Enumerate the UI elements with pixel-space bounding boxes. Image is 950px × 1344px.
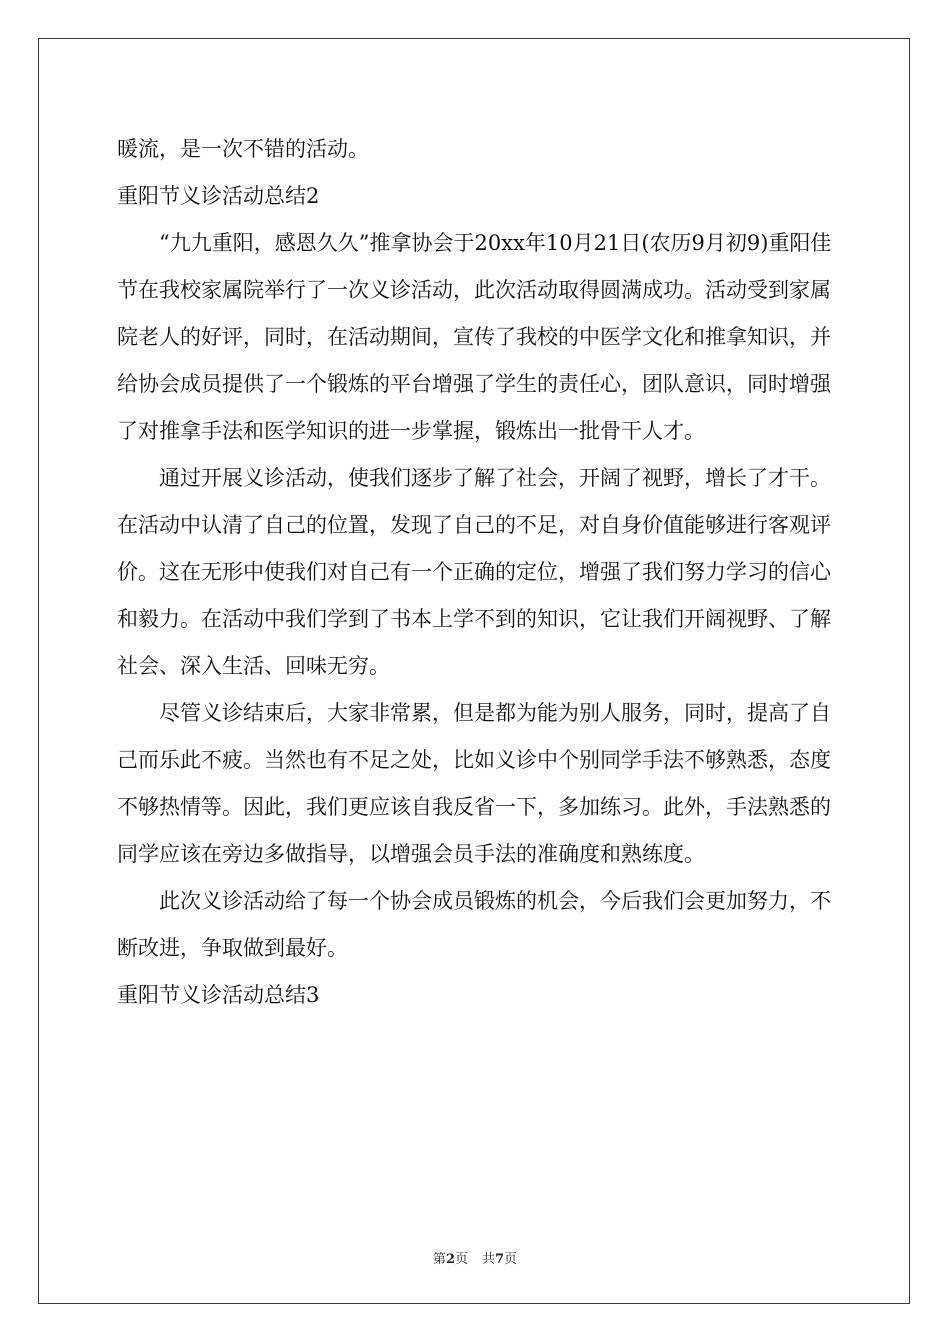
paragraph: 尽管义诊结束后，大家非常累，但是都为能为别人服务，同时，提高了自己而乐此不疲。当然也有不足之处，比如义诊中个别同学手法不够熟悉，态度不够热情等。因此，我们更应该自我反省一下，多加练习。此外，手法熟悉的同学应该在旁边多做指导，以增强会员手法的准确度和熟练度。 bbox=[117, 701, 831, 866]
footer-page-prefix: 第 bbox=[432, 1252, 446, 1267]
paragraph: 此次义诊活动给了每一个协会成员锻炼的机会，今后我们会更加努力，不断改进，争取做到最好。 bbox=[117, 889, 831, 960]
paragraph-continuation: 暖流，是一次不错的活动。 bbox=[117, 137, 369, 161]
footer-page-suffix: 页 bbox=[454, 1252, 468, 1267]
footer-total-suffix: 页 bbox=[504, 1252, 518, 1267]
section-heading-2: 重阳节义诊活动总结2 bbox=[117, 184, 320, 208]
document-body bbox=[117, 126, 837, 1019]
section-heading-3: 重阳节义诊活动总结3 bbox=[117, 983, 320, 1007]
paragraph: 通过开展义诊活动，使我们逐步了解了社会，开阔了视野，增长了才干。在活动中认清了自己的位置，发现了自己的不足，对自身价值能够进行客观评价。这在无形中使我们对自己有一个正确的定位，增强了我们努力学习的信心和毅力。在活动中我们学到了书本上学不到的知识，它让我们开阔视野、了解社会、深入生活、回味无穷。 bbox=[117, 466, 831, 678]
footer-total-pages: 7 bbox=[495, 1252, 505, 1267]
page-footer bbox=[0, 1248, 950, 1267]
footer-current-page: 2 bbox=[445, 1252, 455, 1267]
paragraph: “九九重阳，感恩久久”推拿协会于20xx年10月21日(农历9月初9)重阳佳节在我校家属院举行了一次义诊活动，此次活动取得圆满成功。活动受到家属院老人的好评，同时，在活动期间，宣传了我校的中医学文化和推拿知识，并给协会成员提供了一个锻炼的平台增强了学生的责任心，团队意识，同时增强了对推拿手法和医学知识的进一步掌握，锻炼出一批骨干人才。 bbox=[117, 231, 832, 443]
footer-total-prefix: 共 bbox=[482, 1252, 496, 1267]
